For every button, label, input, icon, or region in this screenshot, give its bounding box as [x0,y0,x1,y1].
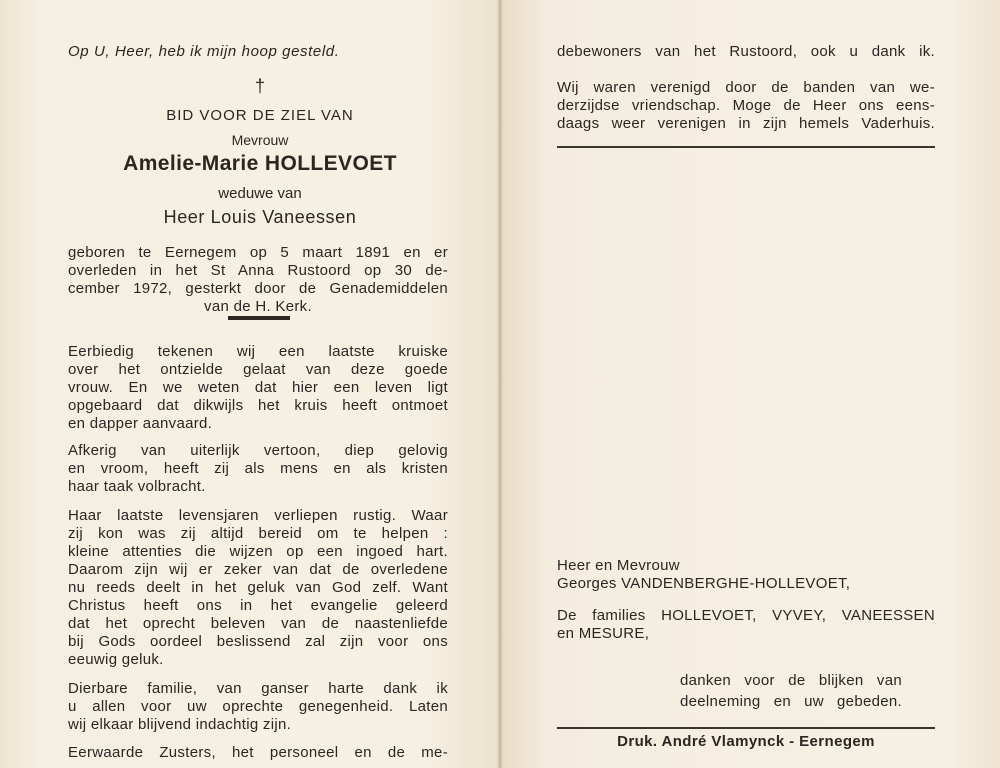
divider-rule-top [557,146,935,148]
paragraph-line: wij elkaar blijvend indachtig zijn. [68,716,292,733]
card-fold [497,0,503,768]
paragraph-line: derzijdse vriendschap. Moge de Heer ons eens- [557,97,935,114]
paragraph-line: en dapper aanvaard. [68,415,213,432]
paragraph-line: Eerwaarde Zusters, het personeel en de me- [68,744,448,761]
thanks-line: danken voor de blijken van [680,672,902,689]
paragraph-line: over het ontzielde gelaat van deze goede [68,361,448,378]
husband-name: Heer Louis Vaneessen [163,207,357,227]
birth-line: van de H. Kerk. [204,298,312,315]
title-mevrouw: Mevrouw [231,132,289,148]
divider-bar [228,316,290,320]
birth-line: cember 1972, gesterkt door de Genademiddelen [68,280,448,297]
paragraph-line: Christus heeft ons in het evangelie geleerd [68,597,448,614]
divider-rule-bottom [557,727,935,729]
family-line: en MESURE, [557,625,650,642]
cross-icon: † [254,76,265,96]
paragraph-line: vrouw. En we weten dat hier een leven ligt [68,379,448,396]
paragraph-line: opgebaard dat dikwijls het kruis heeft ontmoet [68,397,448,414]
paragraph-line: kleine attenties die wijzen op een ingoed hart. [68,543,448,560]
motto: Op U, Heer, heb ik mijn hoop gesteld. [68,43,340,60]
paragraph-line: Wij waren verenigd door de banden van we- [557,79,935,96]
birth-line: geboren te Eernegem op 5 maart 1891 en er [68,244,448,261]
paragraph-line: haar taak volbracht. [68,478,206,495]
family-line: De families HOLLEVOET, VYVEY, VANEESSEN [557,607,935,624]
widow-line: weduwe van [218,185,302,202]
paragraph-line: Afkerig van uiterlijk vertoon, diep gelovig [68,442,448,459]
paragraph-line: Haar laatste levensjaren verliepen rustig. Waar [68,507,448,524]
paragraph-line: nu reeds deelt in het geluk van God zelf. Want [68,579,448,596]
right-page [500,0,1000,768]
thanks-line: deelneming en uw gebeden. [680,693,902,710]
paragraph-line: Eerbiedig tekenen wij een laatste kruiske [68,343,448,360]
paragraph-line: eeuwig geluk. [68,651,164,668]
deceased-name: Amelie-Marie HOLLEVOET [123,152,397,175]
paragraph-line: daags weer verenigen in zijn hemels Vaderhuis. [557,115,935,132]
paragraph-line: Dierbare familie, van ganser harte dank ik [68,680,448,697]
paragraph-line: en vroom, heeft zij als mens en als kristen [68,460,448,477]
paragraph-line: u allen voor uw oprechte genegenheid. Laten [68,698,448,715]
paragraph-line: bij Gods oordeel beslissend zal zijn voor ons [68,633,448,650]
printer-credit: Druk. André Vlamynck - Eernegem [617,733,875,750]
continuation-line: debewoners van het Rustoord, ook u dank ik. [557,43,935,60]
birth-line: overleden in het St Anna Rustoord op 30 de- [68,262,448,279]
prayer-heading: BID VOOR DE ZIEL VAN [166,107,354,124]
family-line: Georges VANDENBERGHE-HOLLEVOET, [557,575,851,592]
paragraph-line: dat het oprecht beleven van de naastenliefde [68,615,448,632]
paragraph-line: zij kon was zij altijd bereid om te helpen : [68,525,448,542]
paragraph-line: Daarom zijn wij er zeker van dat de overledene [68,561,448,578]
family-line: Heer en Mevrouw [557,557,680,574]
